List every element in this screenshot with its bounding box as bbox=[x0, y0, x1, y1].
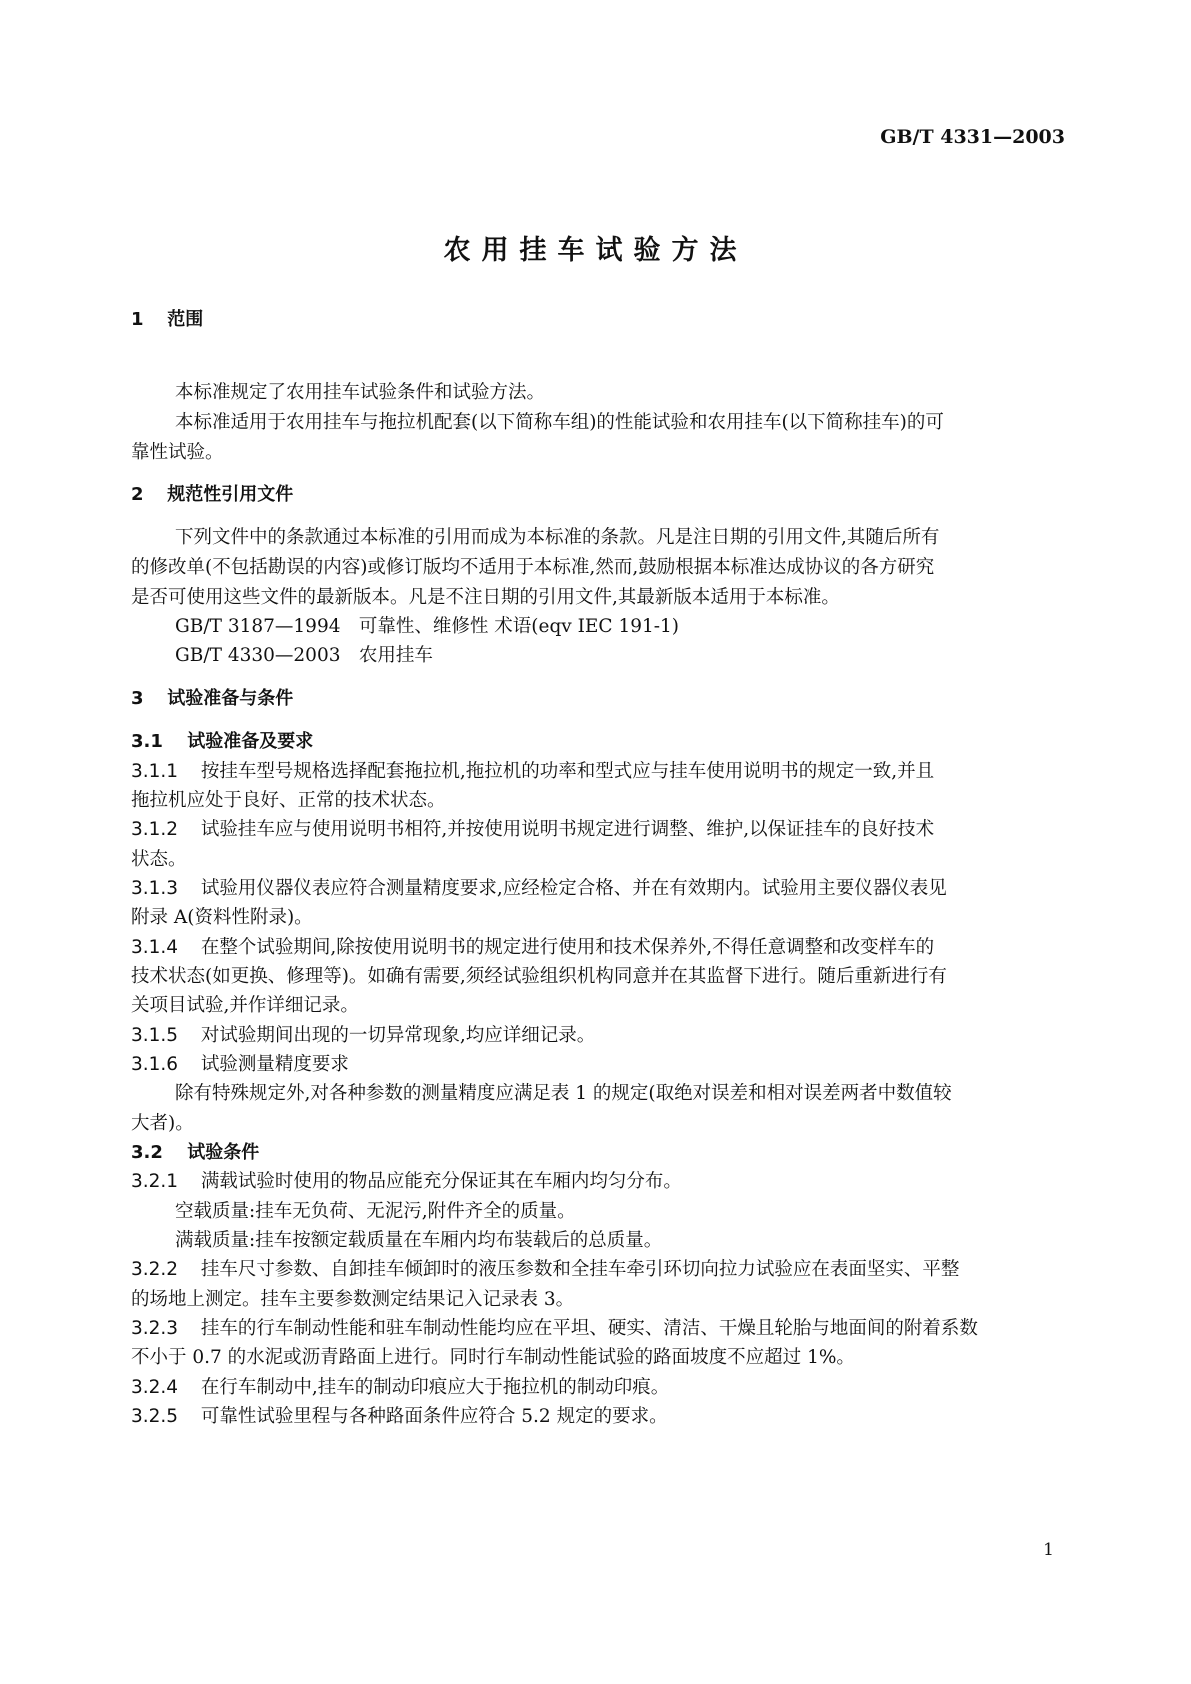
paragraph: 除有特殊规定外,对各种参数的测量精度应满足表 1 的规定(取绝对误差和相对误差两者中数值较 bbox=[175, 1083, 952, 1104]
paragraph-continuation: 的修改单(不包括勘误的内容)或修订版均不适用于本标准,然而,鼓励根据本标准达成协议的各方研究 bbox=[131, 557, 935, 578]
section-number: 2 bbox=[131, 484, 144, 505]
clause-continuation: 拖拉机应处于良好、正常的技术状态。 bbox=[131, 790, 446, 811]
subsection-3-1-heading bbox=[131, 727, 1061, 753]
subsection-number: 3.1 bbox=[131, 731, 163, 752]
reference-item bbox=[175, 641, 1105, 667]
clause-text: 挂车的行车制动性能和驻车制动性能均应在平坦、硬实、清洁、干燥且轮胎与地面间的附着系数 bbox=[200, 1318, 978, 1339]
clause-number: 3.1.2 bbox=[131, 819, 179, 840]
section-title: 试验准备与条件 bbox=[167, 688, 294, 709]
clause-number: 3.1.3 bbox=[131, 878, 179, 899]
clause-number: 3.2.2 bbox=[131, 1259, 179, 1280]
clause-text: 试验用仪器仪表应符合测量精度要求,应经检定合格、并在有效期内。试验用主要仪器仪表见 bbox=[200, 878, 947, 899]
clause-3-2-1 bbox=[131, 1167, 1061, 1193]
paragraph-continuation: 大者)。 bbox=[131, 1113, 194, 1134]
section-1-heading bbox=[131, 305, 1061, 331]
section-number: 1 bbox=[131, 309, 144, 330]
paragraph: 下列文件中的条款通过本标准的引用而成为本标准的条款。凡是注日期的引用文件,其随后所有 bbox=[175, 527, 940, 548]
clause-number: 3.2.5 bbox=[131, 1406, 179, 1427]
clause-3-2-3 bbox=[131, 1314, 1061, 1340]
clause-number: 3.1.5 bbox=[131, 1025, 179, 1046]
paragraph: 本标准规定了农用挂车试验条件和试验方法。 bbox=[175, 382, 546, 403]
clause-3-1-6 bbox=[131, 1050, 1061, 1076]
clause-3-2-2 bbox=[131, 1255, 1061, 1281]
section-2-heading bbox=[131, 480, 1061, 506]
reference-title: 可靠性、维修性 术语(eqv IEC 191-1) bbox=[358, 616, 680, 637]
paragraph-continuation: 是否可使用这些文件的最新版本。凡是不注日期的引用文件,其最新版本适用于本标准。 bbox=[131, 587, 840, 608]
subsection-title: 试验条件 bbox=[187, 1142, 260, 1163]
clause-3-1-1 bbox=[131, 757, 1061, 783]
reference-item bbox=[175, 612, 1105, 638]
clause-continuation: 关项目试验,并作详细记录。 bbox=[131, 995, 359, 1016]
paragraph: 空载质量:挂车无负荷、无泥污,附件齐全的质量。 bbox=[175, 1201, 576, 1222]
clause-text: 在整个试验期间,除按使用说明书的规定进行使用和技术保养外,不得任意调整和改变样车的 bbox=[200, 937, 935, 958]
reference-title: 农用挂车 bbox=[358, 645, 433, 666]
section-title: 规范性引用文件 bbox=[167, 484, 294, 505]
clause-3-1-3 bbox=[131, 874, 1061, 900]
reference-code: GB/T 4330—2003 bbox=[175, 645, 341, 666]
clause-text: 试验测量精度要求 bbox=[200, 1054, 349, 1075]
clause-continuation: 不小于 0.7 的水泥或沥青路面上进行。同时行车制动性能试验的路面坡度不应超过 1%。 bbox=[131, 1347, 855, 1368]
clause-text: 可靠性试验里程与各种路面条件应符合 5.2 规定的要求。 bbox=[200, 1406, 668, 1427]
clause-continuation: 状态。 bbox=[131, 849, 187, 870]
clause-number: 3.1.4 bbox=[131, 937, 179, 958]
clause-text: 在行车制动中,挂车的制动印痕应大于拖拉机的制动印痕。 bbox=[200, 1377, 670, 1398]
clause-number: 3.1.6 bbox=[131, 1054, 179, 1075]
clause-number: 3.2.1 bbox=[131, 1171, 179, 1192]
section-number: 3 bbox=[131, 688, 144, 709]
clause-3-2-4 bbox=[131, 1373, 1061, 1399]
subsection-title: 试验准备及要求 bbox=[187, 731, 314, 752]
reference-code: GB/T 3187—1994 bbox=[175, 616, 341, 637]
clause-text: 满载试验时使用的物品应能充分保证其在车厢内均匀分布。 bbox=[200, 1171, 682, 1192]
paragraph-continuation: 靠性试验。 bbox=[131, 442, 224, 463]
standard-code: GB/T 4331—2003 bbox=[880, 126, 1065, 148]
clause-text: 挂车尺寸参数、自卸挂车倾卸时的液压参数和全挂车牵引环切向拉力试验应在表面坚实、平整 bbox=[200, 1259, 960, 1280]
paragraph: 本标准适用于农用挂车与拖拉机配套(以下简称车组)的性能试验和农用挂车(以下简称挂车)的可 bbox=[175, 412, 944, 433]
clause-text: 试验挂车应与使用说明书相符,并按使用说明书规定进行调整、维护,以保证挂车的良好技术 bbox=[200, 819, 935, 840]
paragraph: 满载质量:挂车按额定载质量在车厢内均布装载后的总质量。 bbox=[175, 1230, 663, 1251]
clause-number: 3.1.1 bbox=[131, 761, 179, 782]
document-title: 农用挂车试验方法 bbox=[443, 235, 748, 266]
clause-3-1-2 bbox=[131, 815, 1061, 841]
clause-continuation: 附录 A(资料性附录)。 bbox=[131, 907, 313, 928]
subsection-3-2-heading bbox=[131, 1138, 1061, 1164]
clause-3-1-4 bbox=[131, 933, 1061, 959]
clause-3-2-5 bbox=[131, 1402, 1061, 1428]
section-title: 范围 bbox=[167, 309, 204, 330]
page-number: 1 bbox=[1043, 1540, 1054, 1560]
clause-continuation: 的场地上测定。挂车主要参数测定结果记入记录表 3。 bbox=[131, 1289, 575, 1310]
subsection-number: 3.2 bbox=[131, 1142, 163, 1163]
clause-continuation: 技术状态(如更换、修理等)。如确有需要,须经试验组织机构同意并在其监督下进行。随后重新进行有 bbox=[131, 966, 947, 987]
clause-text: 对试验期间出现的一切异常现象,均应详细记录。 bbox=[200, 1025, 596, 1046]
section-3-heading bbox=[131, 684, 1061, 710]
clause-3-1-5 bbox=[131, 1021, 1061, 1047]
clause-text: 按挂车型号规格选择配套拖拉机,拖拉机的功率和型式应与挂车使用说明书的规定一致,并且 bbox=[200, 761, 935, 782]
clause-number: 3.2.4 bbox=[131, 1377, 179, 1398]
clause-number: 3.2.3 bbox=[131, 1318, 179, 1339]
